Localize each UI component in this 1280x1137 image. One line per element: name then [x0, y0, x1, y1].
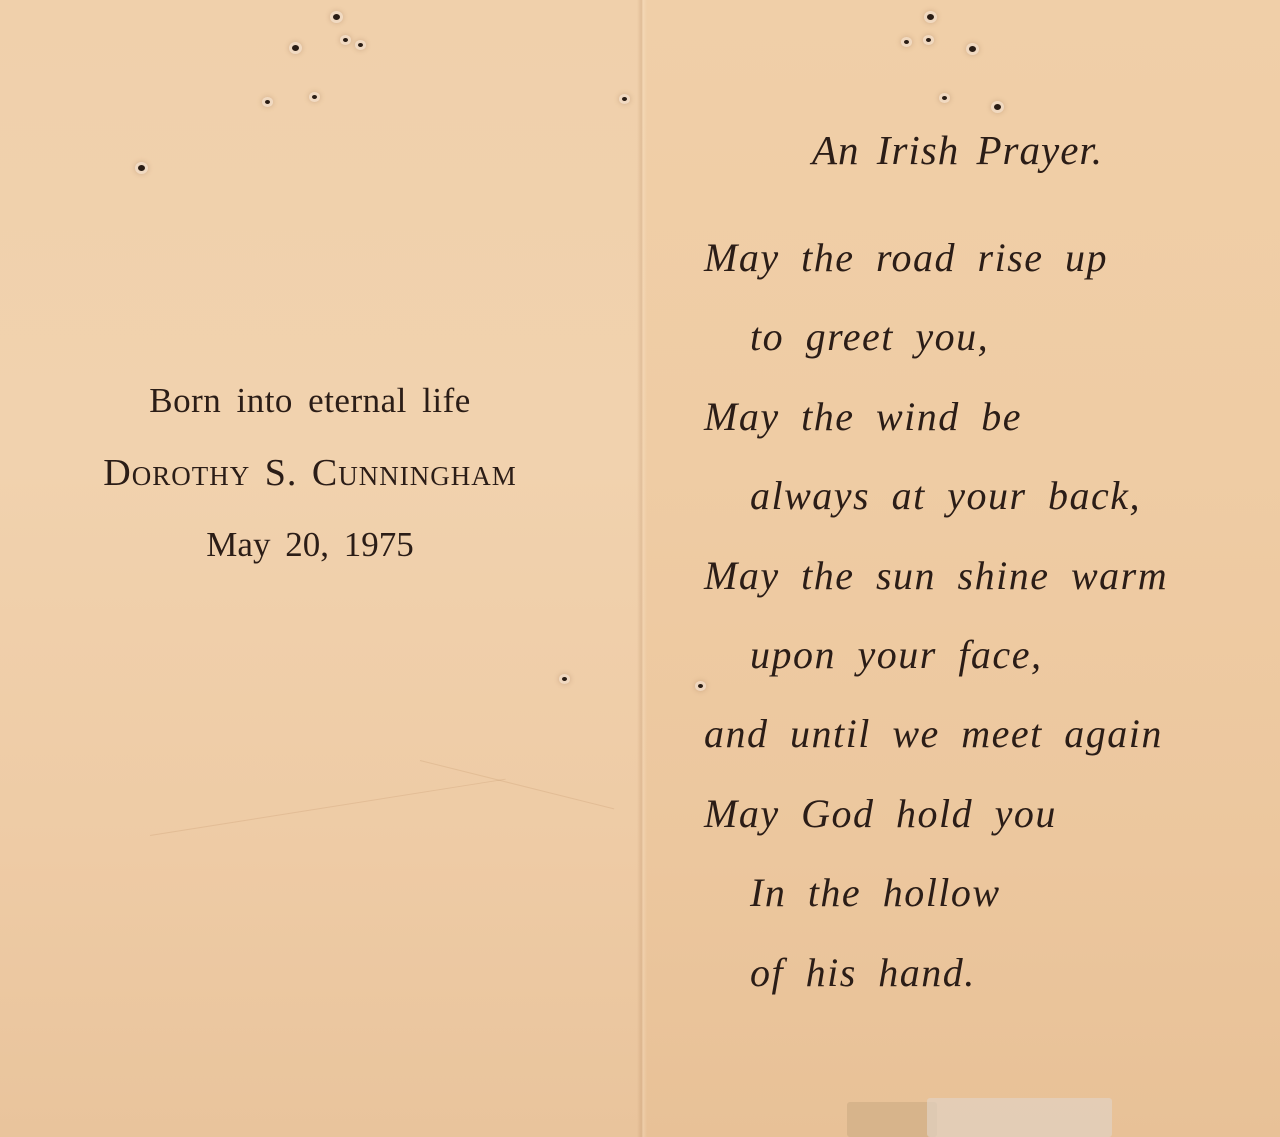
pin-hole — [265, 100, 270, 104]
pin-hole — [138, 165, 145, 171]
verse-line: May the wind be — [704, 393, 1022, 439]
paper-crease — [420, 760, 614, 809]
prayer-verse — [704, 228, 1168, 1022]
pin-hole — [292, 45, 299, 51]
pin-hole — [942, 96, 947, 100]
deceased-name: Dorothy S. Cunningham — [103, 452, 517, 494]
pin-hole — [622, 97, 627, 101]
verse-line: May the road rise up — [704, 235, 1109, 280]
verse-line: and until we meet again — [704, 711, 1163, 757]
verse-line: May God hold you — [704, 790, 1057, 836]
pin-hole — [994, 104, 1001, 110]
verse-line: to greet you, — [750, 314, 990, 360]
pin-hole — [343, 38, 348, 42]
paper-stain — [927, 1098, 1112, 1137]
death-date: May 20, 1975 — [206, 525, 414, 564]
born-line: Born into eternal life — [149, 381, 471, 420]
center-fold — [637, 0, 647, 1137]
pin-hole — [562, 677, 567, 681]
pin-hole — [333, 14, 340, 20]
pin-hole — [969, 46, 976, 52]
prayer-title: An Irish Prayer. — [812, 127, 1104, 173]
verse-line: upon your face, — [750, 631, 1043, 677]
pin-hole — [358, 43, 363, 47]
pin-hole — [698, 684, 703, 688]
verse-line: In the hollow — [750, 870, 1001, 916]
paper-stain — [847, 1102, 937, 1137]
verse-line: May the sun shine warm — [704, 552, 1169, 598]
verse-line: always at your back, — [750, 473, 1142, 519]
pin-hole — [312, 95, 317, 99]
paper-crease — [150, 779, 506, 836]
pin-hole — [927, 14, 934, 20]
verse-line: of his hand. — [750, 949, 976, 995]
pin-hole — [926, 38, 931, 42]
memorial-text — [0, 376, 620, 570]
pin-hole — [904, 40, 909, 44]
